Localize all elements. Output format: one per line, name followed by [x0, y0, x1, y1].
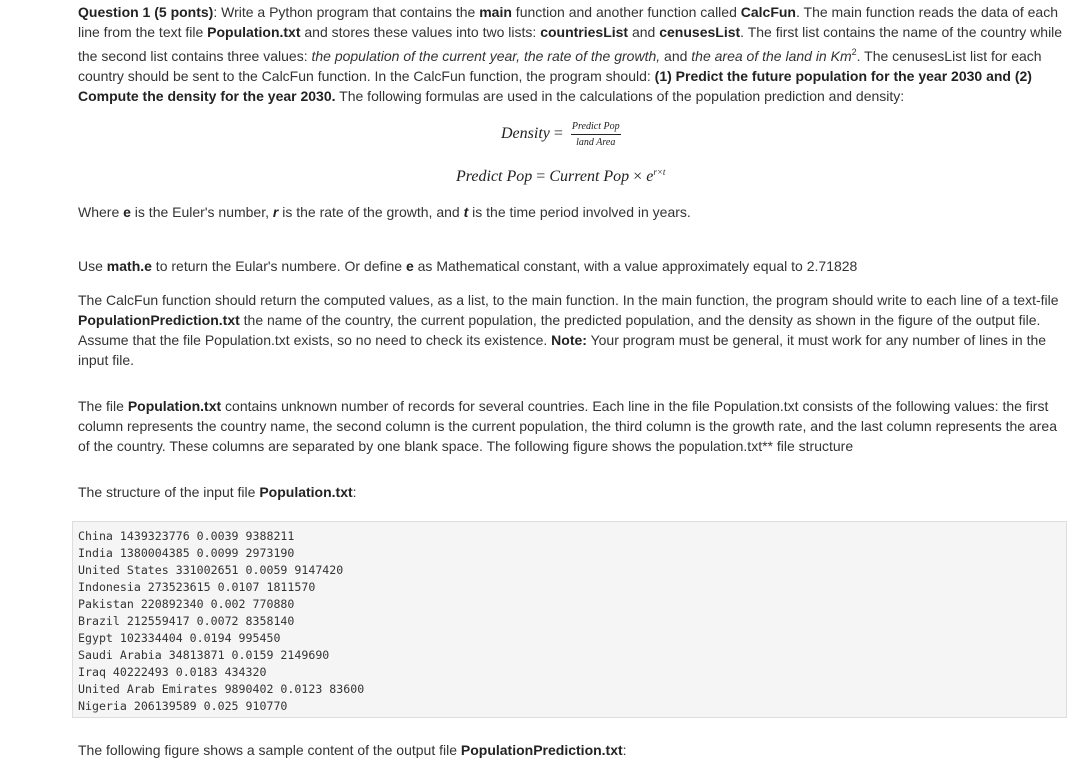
code-line: Indonesia 273523615 0.0107 1811570 [78, 580, 316, 594]
code-line: United States 331002651 0.0059 9147420 [78, 563, 344, 577]
text-run: contains unknown number of records for several countries. Each line in the file Population.txt consists of the following values: the first column represents the country name, the second column is the current population, the third column is the growth rate, and the last column represents the area of the country. These columns are separated by one blank space. The following figure shows the population.txt** file structure [78, 398, 1057, 454]
text-run: The file [78, 398, 128, 414]
code-content [73, 522, 1066, 715]
text-run: and stores these values into two lists: [300, 24, 541, 40]
text-run: The following formulas are used in the calculations of the population prediction and density: [335, 88, 905, 104]
exponent: r×t [653, 167, 666, 177]
text-run: . The main function reads the data of each line from the text file [78, 4, 1059, 40]
code-line: Saudi Arabia 34813871 0.0159 2149690 [78, 648, 330, 662]
current-pop-symbol: Current Pop [549, 168, 630, 185]
text-run: as Mathematical constant, with a value approximately equal to 2.71828 [413, 258, 858, 274]
code-line: India 1380004385 0.0099 2973190 [78, 546, 295, 560]
code-line: China 1439323776 0.0039 9388211 [78, 529, 295, 543]
text-run: to return the Eular's numbere. Or define [151, 258, 406, 274]
structure-heading [78, 482, 1063, 502]
main-function-name: main [479, 4, 512, 20]
text-run: the name of the country, the current population, the predicted population, and the density as shown in the figure of the output file. Assume that the file Population.txt exists, so no need to check its existence. [78, 312, 1041, 348]
equals-sign: = [532, 168, 550, 185]
text-run: is the rate of the growth, and [278, 204, 464, 220]
math-e-name: math.e [106, 258, 152, 274]
code-line: United Arab Emirates 9890402 0.0123 83600 [78, 682, 365, 696]
output-filename: PopulationPrediction.txt [78, 312, 240, 328]
text-run: and [628, 24, 660, 40]
code-line: Brazil 212559417 0.0072 8358140 [78, 614, 295, 628]
code-line: Pakistan 220892340 0.002 770880 [78, 597, 295, 611]
text-run: The structure of the input file [78, 484, 260, 500]
equals-sign: = [549, 125, 567, 143]
code-line: Iraq 40222493 0.0183 434320 [78, 665, 267, 679]
text-run: Use [78, 258, 107, 274]
euler-symbol: e [646, 168, 654, 185]
question-paragraph [78, 2, 1063, 106]
text-run: : [352, 484, 357, 500]
question-label: Question 1 (5 ponts) [78, 4, 214, 20]
text-run: is the time period involved in years. [468, 204, 691, 220]
population-filename: Population.txt [207, 24, 301, 40]
code-line: Nigeria 206139589 0.025 910770 [78, 699, 288, 713]
population-filename: Population.txt [127, 398, 222, 414]
where-paragraph [78, 202, 1063, 222]
times-sign: × [629, 168, 647, 185]
time-t: t [463, 204, 469, 220]
file-description-paragraph [78, 396, 1063, 456]
values-description: the population of the current year, the rate of the growth, [311, 48, 661, 64]
predict-pop-symbol: Predict Pop [456, 168, 533, 185]
population-filename: Population.txt [259, 484, 353, 500]
text-run: is the Euler's number, [130, 204, 273, 220]
countries-list-name: countriesList [540, 24, 629, 40]
text-run: Where [78, 204, 124, 220]
text-run: function and another function called [511, 4, 741, 20]
text-run: : [622, 742, 627, 758]
density-symbol: Density [501, 125, 550, 143]
text-run: : Write a Python program that contains the [213, 4, 480, 20]
text-run: . The first list contains the name of the country while the second list contains three values: [78, 24, 1063, 64]
density-formula [501, 120, 621, 149]
note-label: Note: [551, 332, 587, 348]
math-e-paragraph [78, 256, 1063, 276]
output-figure-caption [78, 740, 1063, 760]
squared-superscript: 2 [851, 47, 857, 57]
text-run: Your program must be general, it must work for any number of lines in the input file. [78, 332, 1047, 368]
cenuses-list-name: cenusesList [659, 24, 741, 40]
text-run: and [660, 48, 692, 64]
text-run: The CalcFun function should return the computed values, as a list, to the main function. In the main function, the program should write to each line of a text-file [78, 292, 1059, 308]
rate-r: r [272, 204, 279, 220]
text-run: The following figure shows a sample content of the output file [78, 742, 461, 758]
area-description: the area of the land in Km [691, 48, 852, 64]
density-fraction [571, 120, 621, 149]
input-file-code-block [72, 521, 1067, 718]
task-description: (1) Predict the future population for the year 2030 and (2) Compute the density for the year 2030. [78, 68, 1032, 104]
code-line: Egypt 102334404 0.0194 995450 [78, 631, 281, 645]
calcfun-paragraph [78, 290, 1063, 370]
e-constant: e [405, 258, 414, 274]
fraction-denominator: land Area [576, 137, 616, 148]
euler-e: e [123, 204, 131, 220]
calcfun-name: CalcFun [740, 4, 796, 20]
output-filename: PopulationPrediction.txt [460, 742, 623, 758]
prediction-formula [456, 167, 665, 186]
text-run: . The cenusesList list for each country should be sent to the CalcFun function. In the CalcFun function, the program should: [78, 48, 1042, 84]
fraction-numerator: Predict Pop [571, 120, 621, 135]
